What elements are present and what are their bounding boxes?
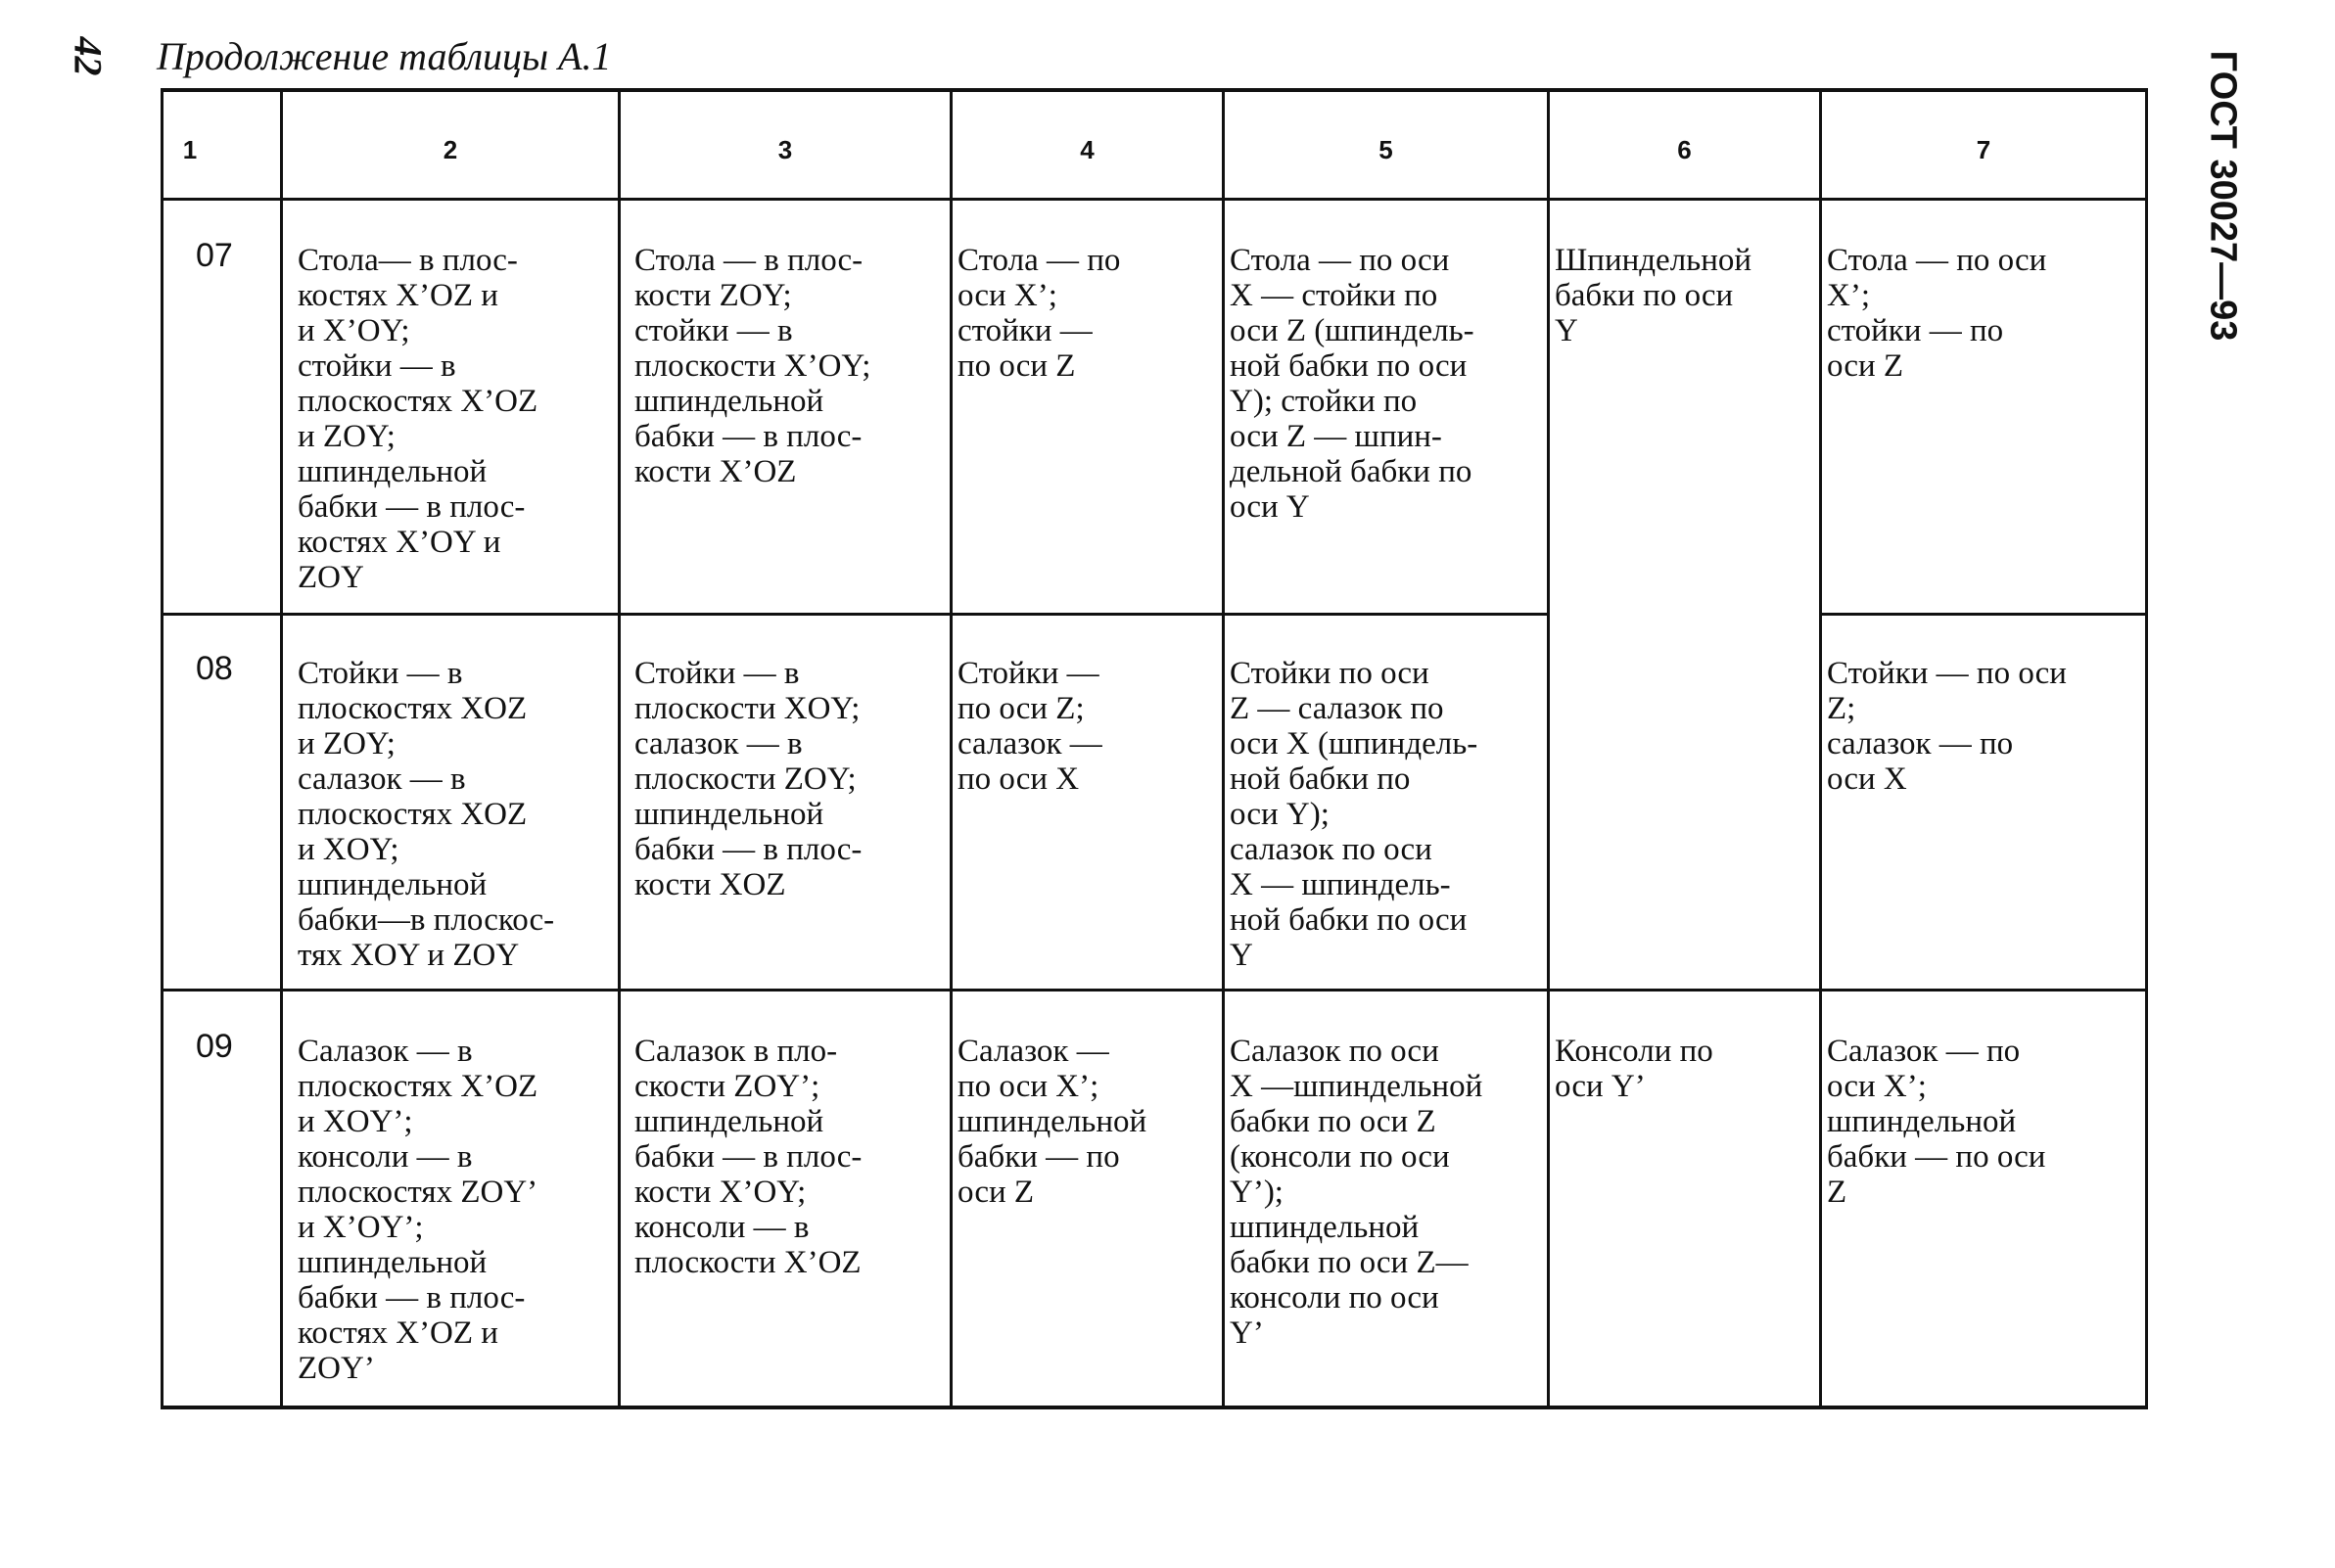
table-cell: Стола — по оси X — стойки по оси Z (шпиндель- ной бабки по оси Y); стойки по оси Z — шпин- дельной бабки по оси Y xyxy=(1230,243,1474,525)
table-cell xyxy=(1555,656,1815,987)
table-cell: Стойки — в плоскостях XOZ и ZOY; салазок — в плоскостях XOZ и XOY; шпиндельной бабки—в плоскос- тях XOY и ZOY xyxy=(298,656,555,973)
data-table xyxy=(161,88,2148,1409)
column-header: 4 xyxy=(1080,135,1095,164)
table-cell: Стойки — по оси Z; салазок — по оси X xyxy=(1827,656,2067,797)
header-bottom-rule xyxy=(161,198,2148,201)
row-divider xyxy=(161,613,2148,616)
page-number: 42 xyxy=(66,36,111,76)
table-cell: Салазок в пло- скости ZOY’; шпиндельной бабки — в плос- кости X’OY; консоли — в плоскости X’OZ xyxy=(634,1034,863,1280)
table-cell: Салазок по оси X —шпиндельной бабки по оси Z (консоли по оси Y’); шпиндельной бабки по оси Z— консоли по оси Y’ xyxy=(1230,1034,1483,1351)
row-code: 08 xyxy=(196,650,233,687)
column-divider xyxy=(2145,88,2148,1409)
column-header: 2 xyxy=(443,135,458,164)
table-cell: Салазок — по оси X’; шпиндельной бабки — по оси Z xyxy=(957,1034,1147,1210)
table-cell: Стола — по оси X’; стойки — по оси Z xyxy=(957,243,1121,384)
column-header: 6 xyxy=(1677,135,1692,164)
column-divider xyxy=(950,88,953,1409)
row-code: 09 xyxy=(196,1028,233,1065)
row-code: 07 xyxy=(196,237,233,274)
column-divider xyxy=(618,88,621,1409)
table-cell: Стола— в плос- костях X’OZ и и X’OY; стойки — в плоскостях X’OZ и ZOY; шпиндельной бабки — в плос- костях X’OY и ZOY xyxy=(298,243,538,595)
table-cell: Стола — по оси X’; стойки — по оси Z xyxy=(1827,243,2047,384)
table-cell: Стола — в плос- кости ZOY; стойки — в плоскости X’OY; шпиндельной бабки — в плос- кости X’OZ xyxy=(634,243,871,489)
table-cell: Консоли по оси Y’ xyxy=(1555,1034,1713,1104)
column-divider xyxy=(280,88,283,1409)
column-header: 7 xyxy=(1976,135,1991,164)
row-divider xyxy=(161,989,2148,992)
standard-label: ГОСТ 30027—93 xyxy=(2202,50,2244,342)
table-cell: Стойки по оси Z — салазок по оси X (шпиндель- ной бабки по оси Y); салазок по оси X — шпиндель- ной бабки по оси Y xyxy=(1230,656,1478,973)
column-divider xyxy=(1222,88,1225,1409)
standard-header xyxy=(2154,49,2291,343)
column-header: 3 xyxy=(777,135,793,164)
column-header: 5 xyxy=(1378,135,1393,164)
table-cell: Салазок — в плоскостях X’OZ и XOY’; консоли — в плоскостях ZOY’ и X’OY’; шпиндельной бабки — в плос- костях X’OZ и ZOY’ xyxy=(298,1034,538,1386)
column-divider xyxy=(1819,88,1822,1409)
table-caption: Продолжение таблицы А.1 xyxy=(157,34,612,78)
table-cell: Стойки — по оси Z; салазок — по оси X xyxy=(957,656,1102,797)
column-header: 1 xyxy=(182,135,198,164)
table-bottom-rule xyxy=(161,1406,2148,1409)
column-divider xyxy=(1547,88,1550,1409)
table-cell: Шпиндельной бабки по оси Y xyxy=(1555,243,1752,348)
table-cell: Стойки — в плоскости XOY; салазок — в плоскости ZOY; шпиндельной бабки — в плос- кости XOZ xyxy=(634,656,863,902)
table-cell: Салазок — по оси X’; шпиндельной бабки — по оси Z xyxy=(1827,1034,2046,1210)
column-divider xyxy=(161,88,163,1409)
table-top-rule xyxy=(161,88,2148,92)
